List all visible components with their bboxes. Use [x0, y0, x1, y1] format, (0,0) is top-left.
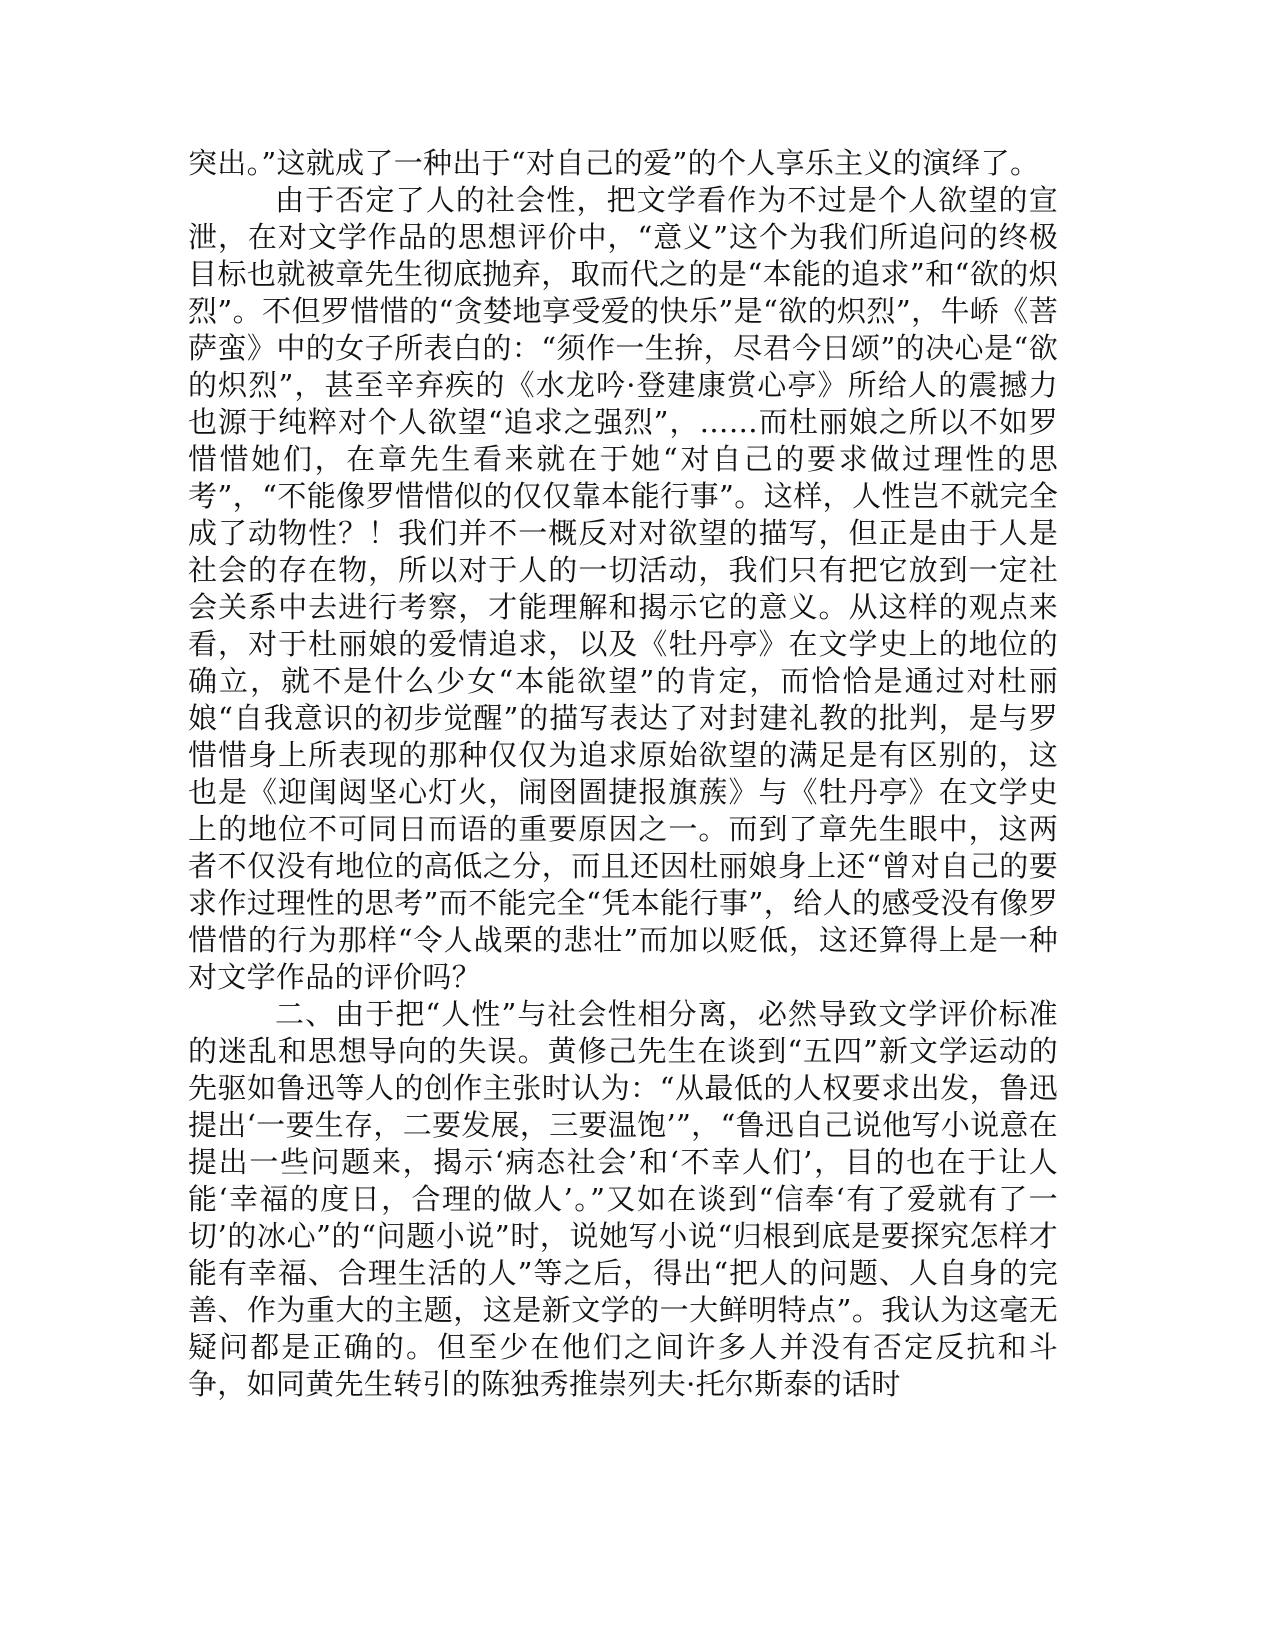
paragraph-3: 二、由于把“人性”与社会性相分离，必然导致文学评价标准的迷乱和思想导向的失误。黄修己先生在谈到“五四”新文学运动的先驱如鲁迅等人的创作主张时认为：“从最低的人权要求出发，鲁迅提出‘一要生存，二要发展，三要温饱’”，“鲁迅自己说他写小说意在提出一些问题来，揭示‘病态社会’和‘不幸人们’，目的也在于让人能‘幸福的度日，合理的做人’。”又如在谈到“信奉‘有了爱就有了一切’的冰心”的“问题小说”时，说她写小说“归根到底是要探究怎样才能有幸福、合理生活的人”等之后，得出“把人的问题、人自身的完善、作为重大的主题，这是新文学的一大鲜明特点”。我认为这毫无疑问都是正确的。但至少在他们之间许多人并没有否定反抗和斗争，如同黄先生转引的陈独秀推崇列夫·托尔斯泰的话时	[188, 997, 1058, 1401]
paragraph-1: 突出。”这就成了一种出于“对自己的爱”的个人享乐主义的演绎了。	[188, 146, 1040, 180]
body-text	[188, 145, 1058, 1403]
paragraph-2: 由于否定了人的社会性，把文学看作为不过是个人欲望的宣泄，在对文学作品的思想评价中，“意义”这个为我们所追问的终极目标也就被章先生彻底抛弃，取而代之的是“本能的追求”和“欲的炽烈”。不但罗惜惜的“贪婪地享受爱的快乐”是“欲的炽烈”，牛峤《菩萨蛮》中的女子所表白的：“须作一生拚，尽君今日颂”的决心是“欲的炽烈”，甚至辛弃疾的《水龙吟·登建康赏心亭》所给人的震撼力也源于纯粹对个人欲望“追求之强烈”，……而杜丽娘之所以不如罗惜惜她们，在章先生看来就在于她“对自己的要求做过理性的思考”，“不能像罗惜惜似的仅仅靠本能行事”。这样，人性岂不就完全成了动物性？！我们并不一概反对对欲望的描写，但正是由于人是社会的存在物，所以对于人的一切活动，我们只有把它放到一定社会关系中去进行考察，才能理解和揭示它的意义。从这样的观点来看，对于杜丽娘的爱情追求，以及《牡丹亭》在文学史上的地位的确立，就不是什么少女“本能欲望”的肯定，而恰恰是通过对杜丽娘“自我意识的初步觉醒”的描写表达了对封建礼教的批判，是与罗惜惜身上所表现的那种仅仅为追求原始欲望的满足是有区别的，这也是《迎闺闼坚心灯火，闹囹圄捷报旗蔟》与《牡丹亭》在文学史上的地位不可同日而语的重要原因之一。而到了章先生眼中，这两者不仅没有地位的高低之分，而且还因杜丽娘身上还“曾对自己的要求作过理性的思考”而不能完全“凭本能行事”，给人的感受没有像罗惜惜的行为那样“令人战栗的悲壮”而加以贬低，这还算得上是一种对文学作品的评价吗？	[188, 183, 1058, 994]
